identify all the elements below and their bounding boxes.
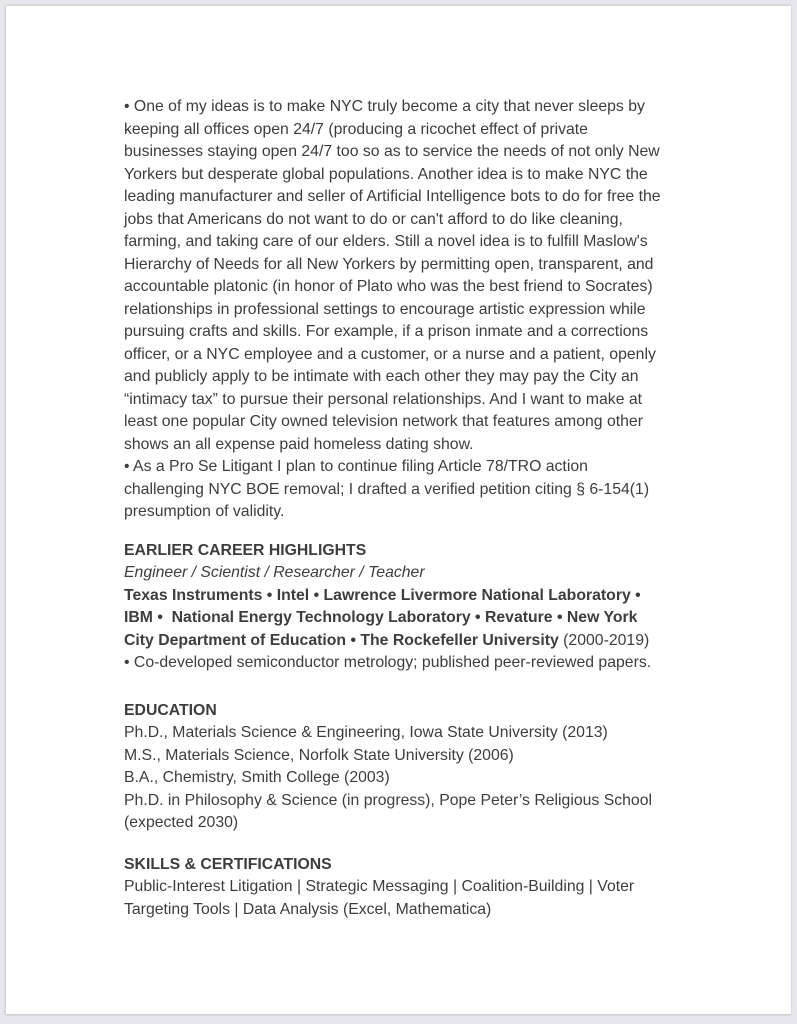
career-years-range: (2000-2019) <box>558 631 650 649</box>
education-degree-line: (expected 2030) <box>124 814 239 831</box>
ideas-paragraph-line: relationships in professional settings to encourage artistic expression while <box>124 300 646 318</box>
skills-line: Targeting Tools | Data Analysis (Excel, Mathematica) <box>124 900 492 918</box>
career-employer-line: IBM • National Energy Technology Laboratory • Revature • New York <box>124 609 638 626</box>
litigant-bullet-paragraph <box>124 456 710 524</box>
ideas-paragraph-line: farming, and taking care of our elders. Still a novel idea is to fulfill Maslow's <box>124 233 648 250</box>
career-heading: EARLIER CAREER HIGHLIGHTS <box>124 541 367 559</box>
education-section <box>124 700 710 835</box>
ideas-paragraph-line: pursuing crafts and skills. For example, if a prison inmate and a corrections <box>124 323 649 340</box>
ideas-paragraph-line: Yorkers but desperate global populations. Another idea is to make NYC the <box>124 165 648 183</box>
career-roles-subtitle: Engineer / Scientist / Researcher / Teacher <box>124 564 425 581</box>
litigant-paragraph-line: challenging NYC BOE removal; I drafted a verified petition citing § 6-154(1) <box>124 480 650 498</box>
education-heading: EDUCATION <box>124 701 217 719</box>
ideas-paragraph-line: officer, or a NYC employee and a customer, or a nurse and a patient, openly <box>124 345 656 363</box>
education-degree-line: M.S., Materials Science, Norfolk State University (2006) <box>124 746 514 764</box>
skills-section <box>124 854 710 922</box>
ideas-paragraph-line: jobs that Americans do not want to do or can't afford to do like cleaning, <box>124 210 623 228</box>
ideas-paragraph-line: Hierarchy of Needs for all New Yorkers by permitting open, transparent, and <box>124 255 654 273</box>
litigant-paragraph-line: • As a Pro Se Litigant I plan to continue filing Article 78/TRO action <box>124 458 588 475</box>
education-degree-line: Ph.D., Materials Science & Engineering, Iowa State University (2013) <box>124 724 608 741</box>
education-degree-line: B.A., Chemistry, Smith College (2003) <box>124 769 390 786</box>
litigant-paragraph-line: presumption of validity. <box>124 503 285 520</box>
ideas-paragraph-line: keeping all offices open 24/7 (producing a ricochet effect of private <box>124 120 588 138</box>
career-employer-line: Texas Instruments • Intel • Lawrence Livermore National Laboratory • <box>124 586 641 604</box>
ideas-paragraph-line: leading manufacturer and seller of Artificial Intelligence bots to do for free the <box>124 188 661 205</box>
ideas-paragraph-line: “intimacy tax” to pursue their personal relationships. And I want to make at <box>124 390 643 408</box>
ideas-paragraph-line: businesses staying open 24/7 too so as to service the needs of not only New <box>124 143 660 160</box>
document-page <box>6 5 791 1015</box>
skills-list <box>124 876 710 921</box>
career-employer-last-line <box>124 630 710 653</box>
career-employers-list <box>124 585 710 630</box>
career-bullet-line: • Co-developed semiconductor metrology; published peer-reviewed papers. <box>124 654 652 671</box>
skills-line: Public-Interest Litigation | Strategic Messaging | Coalition-Building | Voter <box>124 878 635 895</box>
ideas-paragraph-line: shows an all expense paid homeless dating show. <box>124 435 474 453</box>
ideas-bullet-paragraph <box>124 96 710 456</box>
ideas-paragraph-line: accountable platonic (in honor of Plato who was the best friend to Socrates) <box>124 278 653 295</box>
education-degree-list <box>124 722 710 835</box>
resume-content <box>124 96 710 921</box>
ideas-paragraph-line: least one popular City owned television network that features among other <box>124 413 643 430</box>
ideas-paragraph-line: and publicly apply to be intimate with each other they may pay the City an <box>124 368 639 385</box>
career-employer-bold-text: City Department of Education • The Rockefeller University <box>124 631 559 649</box>
ideas-paragraph-line: • One of my ideas is to make NYC truly become a city that never sleeps by <box>124 98 645 115</box>
education-degree-line: Ph.D. in Philosophy & Science (in progress), Pope Peter’s Religious School <box>124 791 653 809</box>
career-section <box>124 540 710 675</box>
skills-heading: SKILLS & CERTIFICATIONS <box>124 855 332 873</box>
